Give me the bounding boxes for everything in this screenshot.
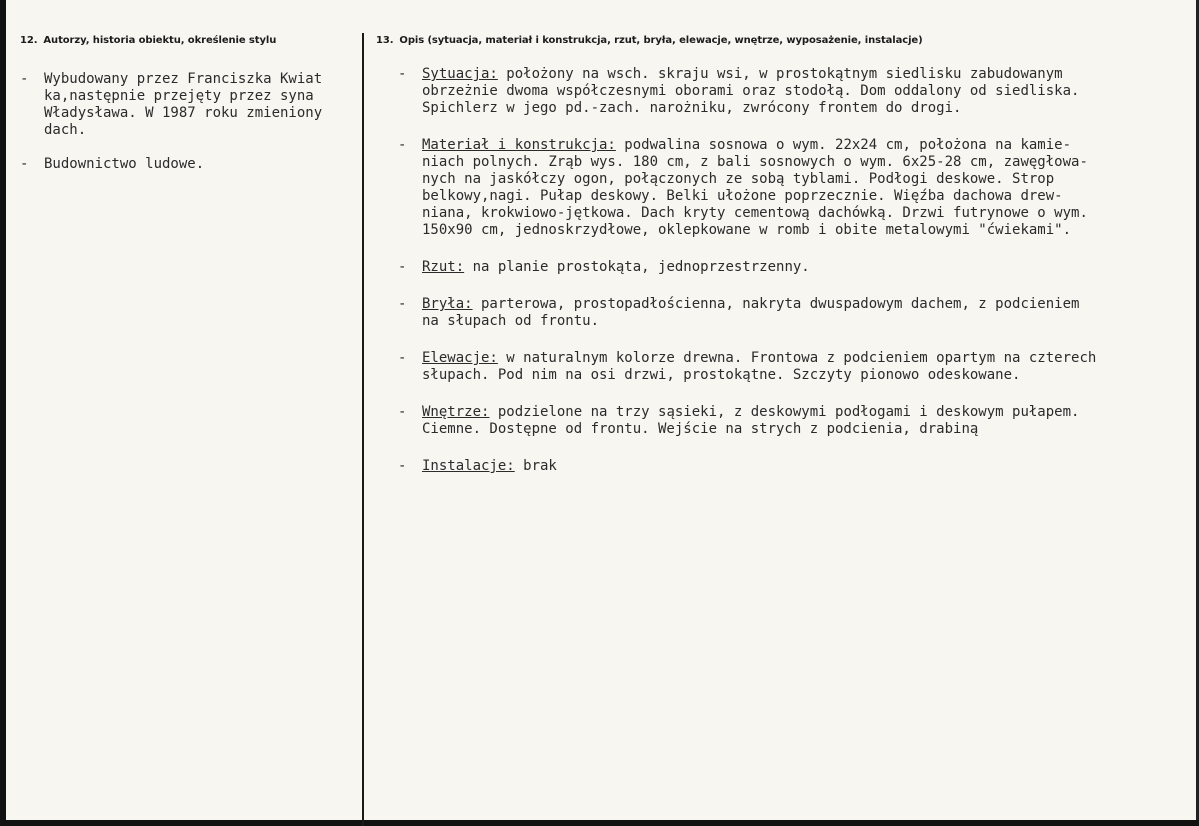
section-12-heading (20, 35, 276, 46)
entry-term: Elewacje: (422, 350, 498, 366)
text-line: Budownictwo ludowe. (44, 156, 205, 172)
section-13-title: Opis (sytuacja, materiał i konstrukcja, rzut, bryła, elewacje, wnętrze, wyposażenie, instalacje) (399, 35, 923, 46)
entry-term: Materiał i konstrukcja: (422, 137, 616, 153)
description-entry (398, 137, 1198, 239)
bullet-dash: - (398, 458, 407, 474)
entry-term: Rzut: (422, 259, 465, 275)
section-13-number: 13. (376, 35, 394, 46)
text-line (422, 404, 1198, 421)
description-entry (398, 458, 1198, 475)
entry-text: parterowa, prostopadłościenna, nakryta dwuspadowym dachem, z podcieniem (472, 296, 1080, 312)
text-line: 150x90 cm, jednoskrzydłowe, oklepkowane w romb i obite metalowymi "ćwiekami". (422, 222, 1072, 238)
bullet-dash: - (20, 71, 29, 87)
bullet-dash: - (398, 404, 407, 420)
text-line (422, 296, 1198, 313)
text-line: belkowy,nagi. Pułap deskowy. Belki ułożone poprzecznie. Więźba dachowa drew- (422, 188, 1063, 204)
scan-edge-bottom (0, 820, 1199, 826)
entry-term: Instalacje: (422, 458, 515, 474)
section-13-heading (376, 35, 923, 46)
scan-edge-left (0, 0, 6, 826)
entry-text: brak (514, 458, 557, 474)
text-line: na słupach od frontu. (422, 313, 600, 329)
entry-text: w naturalnym kolorze drewna. Frontowa z podcieniem opartym na czterech (497, 350, 1097, 366)
text-line: dach. (44, 122, 87, 138)
text-line: Ciemne. Dostępne od frontu. Wejście na strych z podcienia, drabiną (422, 421, 979, 437)
column-divider (362, 33, 364, 826)
description-entry (398, 296, 1198, 330)
entry-term: Bryła: (422, 296, 473, 312)
text-line: ka,następnie przejęty przez syna (44, 88, 314, 104)
section-13-body (398, 66, 1198, 495)
text-line (422, 66, 1198, 83)
bullet-dash: - (398, 350, 407, 366)
text-line (422, 259, 1198, 276)
section-12-title: Autorzy, historia obiektu, określenie stylu (43, 35, 277, 46)
text-line: obrzeżnie dwoma współczesnymi oborami oraz stodołą. Dom oddalony od siedliska. (422, 83, 1080, 99)
bullet-dash: - (20, 156, 29, 172)
description-entry (398, 350, 1198, 384)
text-line: niach polnych. Zrąb wys. 180 cm, z bali sosnowych o wym. 6x25-28 cm, zawęgłowa- (422, 154, 1088, 170)
history-entry (20, 156, 360, 173)
bullet-dash: - (398, 137, 407, 153)
history-entry (20, 71, 360, 139)
entry-text: podwalina sosnowa o wym. 22x24 cm, położona na kamie- (615, 137, 1072, 153)
text-line: Spichlerz w jego pd.-zach. narożniku, zwrócony frontem do drogi. (422, 100, 962, 116)
text-line (422, 458, 1198, 475)
description-entry (398, 259, 1198, 276)
text-line: Władysława. W 1987 roku zmieniony (44, 105, 323, 121)
section-12-number: 12. (20, 35, 38, 46)
section-12-body (20, 71, 360, 190)
entry-term: Wnętrze: (422, 404, 490, 420)
text-line: niana, krokwiowo-jętkowa. Dach kryty cementową dachówką. Drzwi futrynowe o wym. (422, 205, 1088, 221)
description-entry (398, 66, 1198, 117)
entry-text: na planie prostokąta, jednoprzestrzenny. (464, 259, 810, 275)
entry-text: podzielone na trzy sąsieki, z deskowymi podłogami i deskowym pułapem. (489, 404, 1080, 420)
description-entry (398, 404, 1198, 438)
bullet-dash: - (398, 66, 407, 82)
entry-text: położony na wsch. skraju wsi, w prostokątnym siedlisku zabudowanym (497, 66, 1063, 82)
text-line (422, 350, 1198, 367)
bullet-dash: - (398, 296, 407, 312)
bullet-dash: - (398, 259, 407, 275)
text-line: Wybudowany przez Franciszka Kwiat (44, 71, 323, 87)
text-line: nych na jaskółczy ogon, połączonych ze sobą tyblami. Podłogi deskowe. Strop (422, 171, 1055, 187)
entry-term: Sytuacja: (422, 66, 498, 82)
text-line: słupach. Pod nim na osi drzwi, prostokątne. Szczyty pionowo odeskowane. (422, 367, 1021, 383)
text-line (422, 137, 1198, 154)
